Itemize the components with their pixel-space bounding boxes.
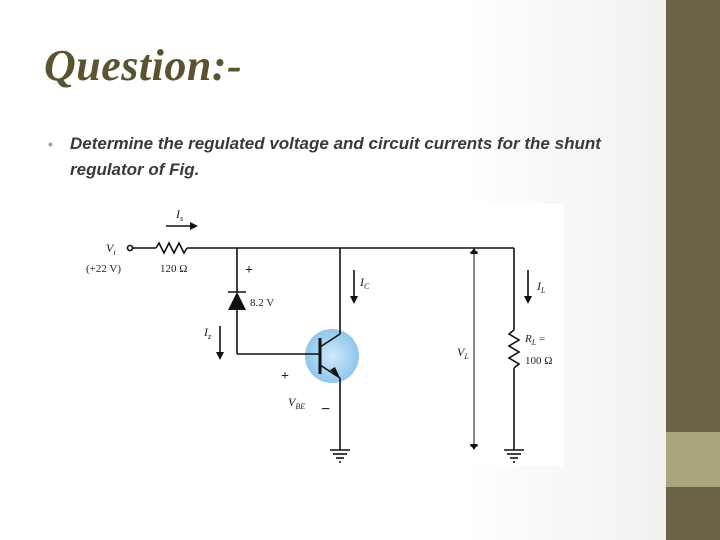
rs-value: 120 Ω — [160, 263, 188, 275]
vl-label: $V_L$ — [457, 345, 469, 361]
sidebar-accent-block — [666, 432, 720, 487]
input-terminal — [128, 246, 133, 251]
il-label: $I_L$ — [537, 279, 546, 295]
shunt-regulator-circuit — [84, 204, 564, 466]
vbe-label: $V_{BE}$ — [288, 395, 306, 411]
vbe-minus: − — [321, 401, 331, 418]
zener-plus: + — [245, 263, 253, 278]
rl-value: 100 Ω — [525, 355, 553, 367]
bullet-dot-icon: • — [48, 136, 53, 152]
iz-label: $I_z$ — [204, 325, 212, 341]
vbe-plus: + — [281, 369, 289, 384]
zener-voltage: 8.2 V — [250, 297, 275, 309]
vi-label: $V_i$ — [106, 241, 116, 257]
bullet-text: Determine the regulated voltage and circuit currents for the shunt regulator of Fig. — [70, 134, 601, 179]
transistor-highlight — [305, 329, 359, 383]
ic-label: $I_C$ — [360, 275, 370, 291]
is-label: $I_s$ — [176, 207, 184, 223]
rl-label: $R_L$ = — [525, 333, 546, 347]
vi-value: (+22 V) — [86, 263, 122, 275]
slide-title: Question:- — [44, 41, 243, 90]
